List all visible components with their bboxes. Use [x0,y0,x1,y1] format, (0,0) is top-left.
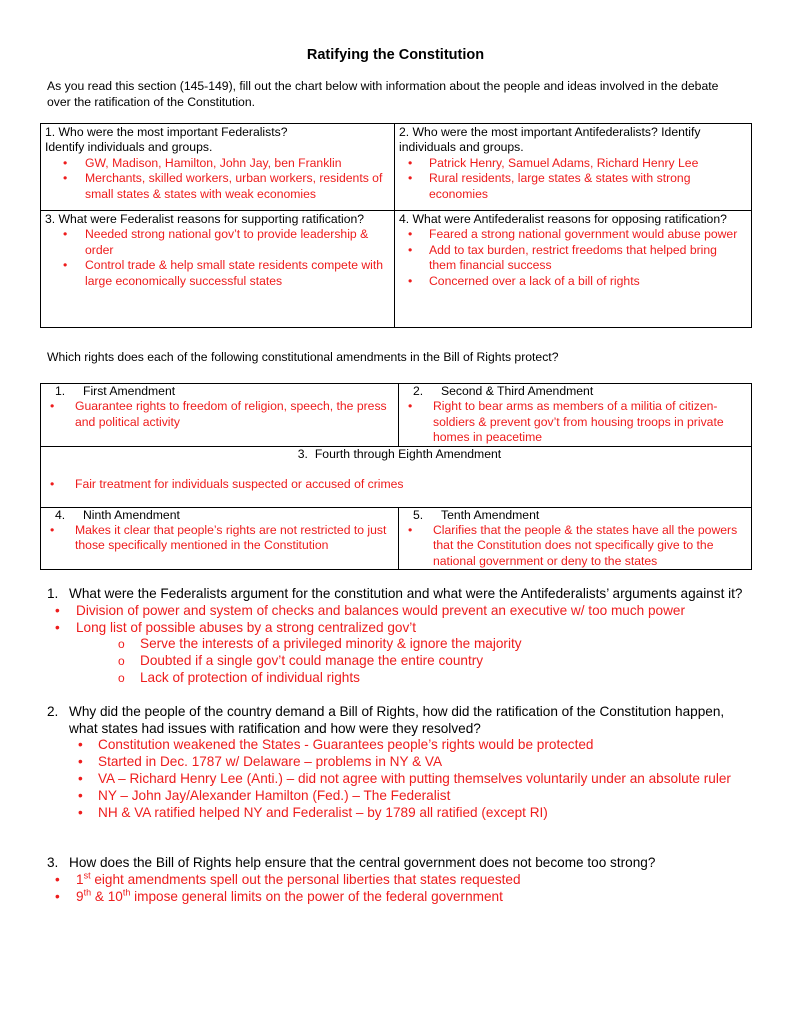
cell-federalists [41,124,395,211]
federalist-chart [40,123,752,328]
amendment-label: Second & Third Amendment [441,384,594,398]
answer-item: • Right to bear arms as members of a militia of citizen-soldiers & prevent gov’t from housing troops in private homes in peacetime [405,399,745,445]
question-prompt: 3. What were Federalist reasons for supporting ratification? [45,212,365,226]
question-3 [47,855,747,872]
amendment-label: Tenth Amendment [441,507,540,522]
item-number: 4. [55,507,66,522]
intro-text: As you read this section (145-149), fill out the chart below with information about the people and ideas involved in the debate over the ratification of the Constitution. [47,79,719,109]
answer-item: • Division of power and system of checks and balances would prevent an executive w/ too much power [47,603,747,620]
item-number: 3. [297,446,308,461]
cell-second-third-amendment [399,384,752,447]
question-number: 2. [47,703,59,719]
answer-item: • Clarifies that the people & the states have all the powers that the Constitution does not specifically give to the national government or deny to the states [405,523,745,569]
question-number: 1. [47,586,59,601]
item-number: 5. [413,507,424,522]
question-1 [47,586,747,603]
answer-item: • Fair treatment for individuals suspected or accused of crimes [47,477,745,492]
question-prompt: 2. Who were the most important Antifederalists? Identify individuals and groups. [399,125,701,155]
cell-first-amendment [41,384,399,447]
answer-item: • Concerned over a lack of a bill of rights [399,274,747,289]
bill-of-rights-chart [40,383,752,570]
answer-item: • Control trade & help small state residents compete with large economically successful states [45,258,390,289]
sub-answer-item: o Lack of protection of individual rights [47,670,747,687]
cell-federalist-reasons [41,211,395,328]
answer-item: • 1st eight amendments spell out the personal liberties that states requested [47,872,747,889]
cell-fourth-eighth-amendment [41,446,752,507]
rights-question: Which rights does each of the following constitutional amendments in the Bill of Rights protect? [47,350,559,364]
answer-item: • VA – Richard Henry Lee (Anti.) – did not agree with putting themselves voluntarily under an absolute ruler [47,771,747,788]
answer-item: • Rural residents, large states & states with strong economies [399,171,747,202]
answer-item: • Started in Dec. 1787 w/ Delaware – problems in NY & VA [47,754,747,771]
question-text: Why did the people of the country demand a Bill of Rights, how did the ratification of the Constitution happen, what states had issues with ratification and how were they resolved? [69,703,725,736]
amendment-label: Ninth Amendment [83,507,180,522]
answer-item: • NY – John Jay/Alexander Hamilton (Fed.) – The Federalist [47,788,747,805]
questions-section [47,586,747,906]
answer-item: • Needed strong national gov’t to provide leadership & order [45,227,390,258]
answer-item: • 9th & 10th impose general limits on the power of the federal government [47,889,747,906]
question-2 [47,704,747,738]
page-title: Ratifying the Constitution [306,47,485,63]
cell-antifederalist-reasons [395,211,752,328]
question-text: How does the Bill of Rights help ensure that the central government does not become too strong? [69,855,656,871]
answer-item: • Feared a strong national government would abuse power [399,227,747,242]
question-prompt: 4. What were Antifederalist reasons for opposing ratification? [399,212,727,226]
sub-answer-item: o Doubted if a single gov’t could manage the entire country [47,653,747,670]
answer-item: • Guarantee rights to freedom of religion, speech, the press and political activity [47,399,392,430]
item-number: 2. [413,384,424,398]
item-number: 1. [55,384,66,398]
answer-item: • Long list of possible abuses by a strong centralized gov’t [47,620,747,637]
question-prompt: 1. Who were the most important Federalists? [45,125,288,139]
answer-item: • Constitution weakened the States - Guarantees people’s rights would be protected [47,737,747,754]
sub-answer-item: o Serve the interests of a privileged minority & ignore the majority [47,636,747,653]
cell-tenth-amendment [399,507,752,570]
answer-item: • Makes it clear that people’s rights are not restricted to just those specifically mentioned in the Constitution [47,523,392,554]
question-text: What were the Federalists argument for the constitution and what were the Antifederalists’ arguments against it? [69,586,743,601]
amendment-label: First Amendment [83,384,176,398]
cell-antifederalists [395,124,752,211]
question-number: 3. [47,855,59,871]
question-sub: Identify individuals and groups. [45,140,213,155]
answer-item: • NH & VA ratified helped NY and Federalist – by 1789 all ratified (except RI) [47,805,747,822]
answer-item: • Patrick Henry, Samuel Adams, Richard Henry Lee [399,156,747,171]
answer-item: • Add to tax burden, restrict freedoms that helped bring them financial success [399,243,747,274]
answer-item: • Merchants, skilled workers, urban workers, residents of small states & states with weak economies [45,171,390,202]
answer-item: • GW, Madison, Hamilton, John Jay, ben Franklin [45,156,390,171]
amendment-label: Fourth through Eighth Amendment [314,446,502,461]
cell-ninth-amendment [41,507,399,570]
